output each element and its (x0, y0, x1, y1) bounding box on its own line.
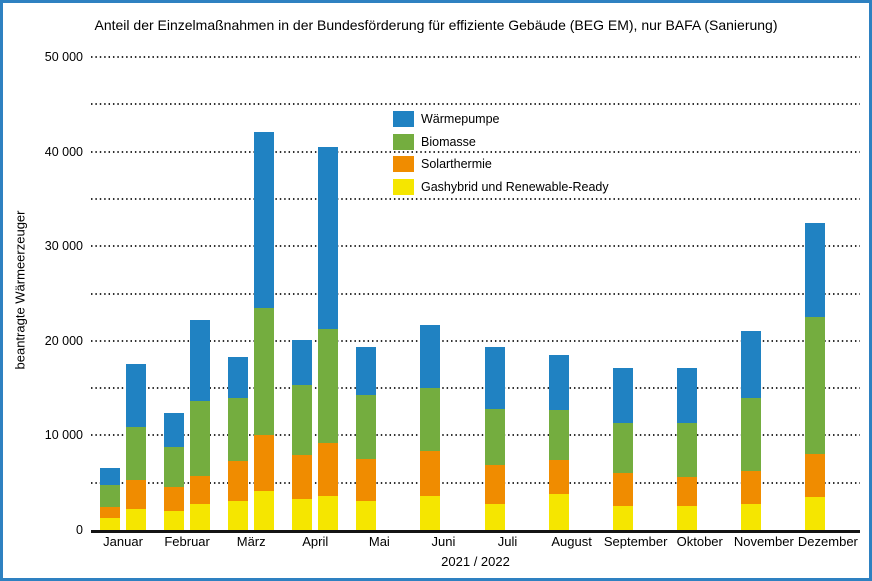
x-axis-caption: 2021 / 2022 (441, 554, 510, 569)
bar-2021-januar (100, 468, 120, 530)
month-label-juni: Juni (431, 534, 456, 549)
bar-2021-juli (485, 347, 505, 530)
segment-biomasse-2021-juni (420, 388, 440, 450)
segment-waermepumpe-2021-september (613, 368, 633, 423)
month-cell-oktober (668, 57, 732, 530)
segment-solarthermie-2021-april (292, 455, 312, 499)
segment-biomasse-2021-september (613, 423, 633, 473)
bar-pair (732, 57, 796, 530)
segment-biomasse-2021-februar (164, 447, 184, 487)
segment-waermepumpe-2021-juli (485, 347, 505, 408)
segment-gashybrid-2022-januar (126, 509, 146, 530)
bar-2022-märz (254, 132, 274, 530)
bar-pair (155, 57, 219, 530)
segment-gashybrid-2021-juni (420, 496, 440, 530)
legend-row-gashybrid (393, 179, 609, 195)
segment-solarthermie-2021-oktober (677, 477, 697, 506)
y-axis-title: beantragte Wärmeerzeuger (12, 210, 28, 370)
month-cell-april (283, 57, 347, 530)
y-tick-0: 0 (76, 523, 83, 537)
month-label-februar: Februar (164, 534, 210, 549)
segment-waermepumpe-2021-oktober (677, 368, 697, 423)
segment-waermepumpe-2021-januar (100, 468, 120, 485)
bar-2021-oktober (677, 368, 697, 530)
legend-label-waermepumpe: Wärmepumpe (421, 112, 500, 126)
segment-biomasse-2021-oktober (677, 423, 697, 477)
segment-waermepumpe-2022-april (318, 147, 338, 330)
segment-gashybrid-2021-oktober (677, 506, 697, 530)
bar-pair (283, 57, 347, 530)
segment-solarthermie-2021-september (613, 473, 633, 506)
segment-waermepumpe-2021-juni (420, 325, 440, 388)
month-cell-september (604, 57, 668, 530)
month-label-märz: März (236, 534, 266, 549)
month-cell-februar (155, 57, 219, 530)
segment-biomasse-2022-januar (126, 427, 146, 480)
segment-biomasse-2022-april (318, 329, 338, 443)
bar-2021-juni (420, 325, 440, 530)
month-label-oktober: Oktober (676, 534, 723, 549)
segment-biomasse-2022-märz (254, 308, 274, 436)
y-tick-50000: 50 000 (44, 50, 83, 64)
segment-solarthermie-2021-juli (485, 465, 505, 505)
segment-biomasse-2021-mai (356, 395, 376, 459)
bar-pair (796, 57, 860, 530)
bar-pair (219, 57, 283, 530)
segment-solarthermie-2021-februar (164, 487, 184, 512)
segment-solarthermie-2021-mai (356, 459, 376, 501)
bar-2021-september (613, 368, 633, 530)
legend-label-solarthermie: Solarthermie (421, 157, 492, 171)
bar-2021-dezember (805, 223, 825, 530)
month-label-september: September (603, 534, 668, 549)
month-cell-märz (219, 57, 283, 530)
month-label-mai: Mai (368, 534, 390, 549)
segment-gashybrid-2021-juli (485, 504, 505, 530)
segment-waermepumpe-2021-november (741, 331, 761, 397)
month-label-november: November (733, 534, 794, 549)
legend-row-waermepumpe (393, 111, 609, 127)
segment-gashybrid-2021-august (549, 494, 569, 530)
segment-waermepumpe-2021-mai (356, 347, 376, 395)
y-tick-10000: 10 000 (44, 428, 83, 443)
bar-2021-märz (228, 357, 248, 530)
segment-biomasse-2022-februar (190, 401, 210, 476)
bar-2021-mai (356, 347, 376, 530)
segment-solarthermie-2021-august (549, 460, 569, 494)
segment-gashybrid-2021-februar (164, 511, 184, 530)
segment-waermepumpe-2021-august (549, 355, 569, 410)
legend-label-gashybrid: Gashybrid und Renewable-Ready (421, 179, 609, 194)
month-cell-november (732, 57, 796, 530)
segment-solarthermie-2022-februar (190, 476, 210, 504)
segment-solarthermie-2022-märz (254, 435, 274, 491)
legend-swatch-biomasse-icon (393, 134, 414, 150)
bar-2021-april (292, 340, 312, 530)
segment-waermepumpe-2022-märz (254, 132, 274, 308)
bar-2022-februar (190, 320, 210, 530)
segment-biomasse-2021-august (549, 410, 569, 460)
segment-solarthermie-2021-juni (420, 451, 440, 496)
segment-waermepumpe-2021-april (292, 340, 312, 385)
segment-waermepumpe-2022-januar (126, 364, 146, 427)
segment-waermepumpe-2022-februar (190, 320, 210, 401)
bar-pair (604, 57, 668, 530)
month-cell-januar (91, 57, 155, 530)
segment-gashybrid-2021-mai (356, 501, 376, 530)
chart-title: Anteil der Einzelmaßnahmen in der Bundesförderung für effiziente Gebäude (BEG EM), nur BAFA (Sanierung) (94, 17, 778, 33)
y-tick-20000: 20 000 (44, 333, 83, 348)
legend (393, 111, 609, 195)
segment-gashybrid-2021-november (741, 504, 761, 530)
legend-swatch-solarthermie-icon (393, 156, 414, 172)
bar-2021-november (741, 331, 761, 530)
bar-2021-august (549, 355, 569, 530)
bar-pair (668, 57, 732, 530)
segment-solarthermie-2021-märz (228, 461, 248, 501)
month-label-april: April (302, 534, 329, 549)
segment-solarthermie-2022-april (318, 443, 338, 496)
segment-gashybrid-2021-april (292, 499, 312, 530)
y-tick-30000: 30 000 (44, 239, 83, 254)
segment-gashybrid-2021-dezember (805, 497, 825, 530)
month-label-august: August (551, 534, 592, 549)
month-label-dezember: Dezember (797, 534, 858, 549)
bar-pair (91, 57, 155, 530)
x-axis-line (91, 530, 860, 533)
segment-biomasse-2021-märz (228, 398, 248, 461)
segment-biomasse-2021-november (741, 398, 761, 472)
segment-biomasse-2021-januar (100, 485, 120, 508)
segment-gashybrid-2021-märz (228, 501, 248, 530)
legend-label-biomasse: Biomasse (421, 134, 476, 149)
segment-waermepumpe-2021-dezember (805, 223, 825, 318)
segment-biomasse-2021-april (292, 385, 312, 455)
legend-row-solarthermie (393, 156, 609, 172)
segment-gashybrid-2022-april (318, 496, 338, 530)
month-label-juli: Juli (497, 534, 518, 549)
legend-swatch-waermepumpe-icon (393, 111, 414, 127)
segment-solarthermie-2021-januar (100, 507, 120, 517)
x-axis-month-labels (91, 534, 860, 549)
segment-biomasse-2021-juli (485, 409, 505, 465)
legend-swatch-gashybrid-icon (393, 179, 414, 195)
month-cell-dezember (796, 57, 860, 530)
segment-solarthermie-2022-januar (126, 480, 146, 509)
segment-waermepumpe-2021-februar (164, 413, 184, 447)
month-label-januar: Januar (103, 534, 143, 549)
bar-2022-april (318, 147, 338, 530)
segment-solarthermie-2021-november (741, 471, 761, 504)
segment-gashybrid-2022-märz (254, 491, 274, 530)
segment-biomasse-2021-dezember (805, 317, 825, 454)
segment-gashybrid-2022-februar (190, 504, 210, 530)
segment-solarthermie-2021-dezember (805, 454, 825, 497)
legend-row-biomasse (393, 134, 609, 150)
segment-gashybrid-2021-september (613, 506, 633, 530)
bar-2021-februar (164, 413, 184, 530)
segment-gashybrid-2021-januar (100, 518, 120, 530)
bar-2022-januar (126, 364, 146, 530)
segment-waermepumpe-2021-märz (228, 357, 248, 398)
y-tick-40000: 40 000 (44, 144, 83, 159)
